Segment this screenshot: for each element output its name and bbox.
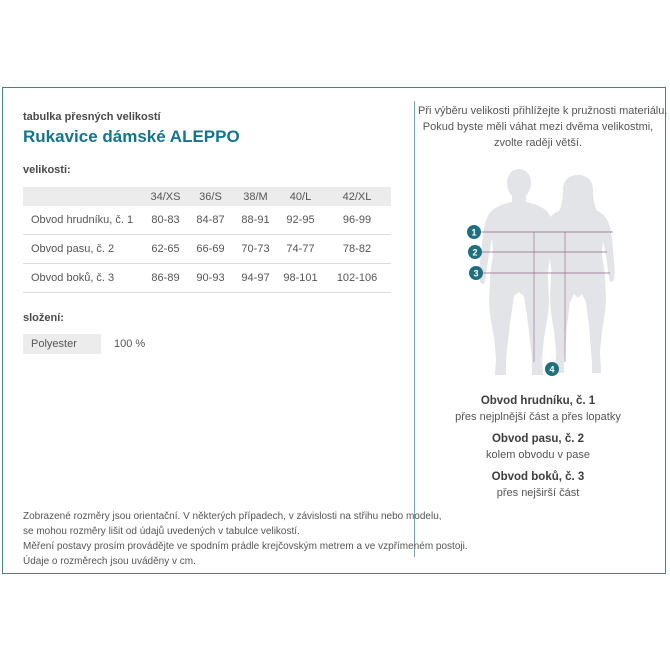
content-frame: [2, 87, 666, 574]
marker-3-badge: [469, 266, 483, 280]
fit-note-line: Pokud byste měli váhat mezi dvěma velikostmi,: [422, 121, 654, 133]
fit-note: [418, 103, 668, 151]
cell-value: 90-93: [196, 272, 225, 284]
table-eyebrow: tabulka přesných velikostí: [23, 111, 161, 123]
legend-item-title: Obvod pasu, č. 2: [491, 433, 585, 445]
disclaimer: [23, 509, 468, 569]
header-cell-size: 42/XL: [342, 190, 372, 203]
legend-item-title: Obvod boků, č. 3: [491, 471, 585, 483]
fit-note-line: Při výběru velikosti přihlížejte k pružnosti materiálu.: [418, 105, 668, 117]
cell-value: 62-65: [151, 243, 180, 255]
cell-value: 102-106: [336, 272, 378, 284]
legend-item: [418, 431, 658, 463]
disclaimer-line: Zobrazené rozměry jsou orientační. V některých případech, v závislosti na střihu nebo modelu,: [23, 511, 442, 522]
svg-text:4: 4: [549, 364, 555, 375]
cell-value: 74-77: [286, 243, 315, 255]
legend-item-desc: přes nejširší část: [496, 487, 580, 499]
legend-item-title: Obvod hrudníku, č. 1: [480, 395, 596, 407]
marker-1-badge: [467, 225, 481, 239]
table-row: [23, 264, 391, 293]
cell-value: 86-89: [151, 272, 180, 284]
table-row: [23, 206, 391, 235]
svg-text:2: 2: [472, 247, 478, 258]
cell-value: 84-87: [196, 214, 225, 226]
composition-material: Polyester: [23, 334, 101, 354]
marker-2-badge: [468, 245, 482, 259]
header-cell-size: 36/S: [199, 190, 222, 203]
cell-value: 78-82: [342, 243, 372, 255]
header-cell-size: 40/L: [289, 190, 312, 203]
svg-text:3: 3: [473, 268, 479, 279]
row-label: Obvod pasu, č. 2: [31, 243, 115, 255]
composition-label: složení:: [23, 312, 64, 324]
marker-4-badge: [545, 362, 559, 376]
header-cell-size: 38/M: [243, 190, 268, 203]
disclaimer-line: se mohou rozměry lišit od údajů uvedených v tabulce velikostí.: [23, 526, 300, 537]
content-divider: [414, 101, 415, 557]
cell-value: 92-95: [286, 214, 315, 226]
disclaimer-line: Měření postavy prosím provádějte ve spodním prádle krejčovským metrem a ve vzpřímeném postoji.: [23, 541, 468, 552]
header-cell-size: 34/XS: [150, 190, 181, 203]
row-label: Obvod hrudníku, č. 1: [31, 214, 134, 226]
measurement-legend: [418, 387, 658, 501]
cell-value: 98-101: [283, 272, 318, 284]
legend-item-desc: přes nejplnější část a přes lopatky: [455, 411, 621, 423]
legend-item-desc: kolem obvodu v pase: [486, 449, 590, 461]
body-measurement-figure: [436, 168, 661, 384]
cell-value: 96-99: [342, 214, 372, 226]
sizes-label: velikosti:: [23, 164, 71, 176]
cell-value: 88-91: [241, 214, 270, 226]
cell-value: 66-69: [196, 243, 225, 255]
cell-value: 94-97: [241, 272, 270, 284]
page-title: Rukavice dámské ALEPPO: [23, 127, 240, 146]
female-silhouette-shape: [541, 177, 615, 373]
cell-value: 70-73: [241, 243, 270, 255]
legend-item: [418, 393, 658, 425]
row-label: Obvod boků, č. 3: [31, 272, 115, 284]
size-table-header: [23, 187, 391, 206]
disclaimer-line: Údaje o rozměrech jsou uváděny v cm.: [23, 556, 196, 567]
fit-note-line: zvolte raději větší.: [493, 137, 583, 149]
composition-percent: 100 %: [114, 338, 146, 350]
table-row: [23, 235, 391, 264]
cell-value: 80-83: [151, 214, 180, 226]
svg-text:1: 1: [471, 227, 477, 238]
size-table: [23, 187, 391, 293]
legend-item: [418, 469, 658, 501]
